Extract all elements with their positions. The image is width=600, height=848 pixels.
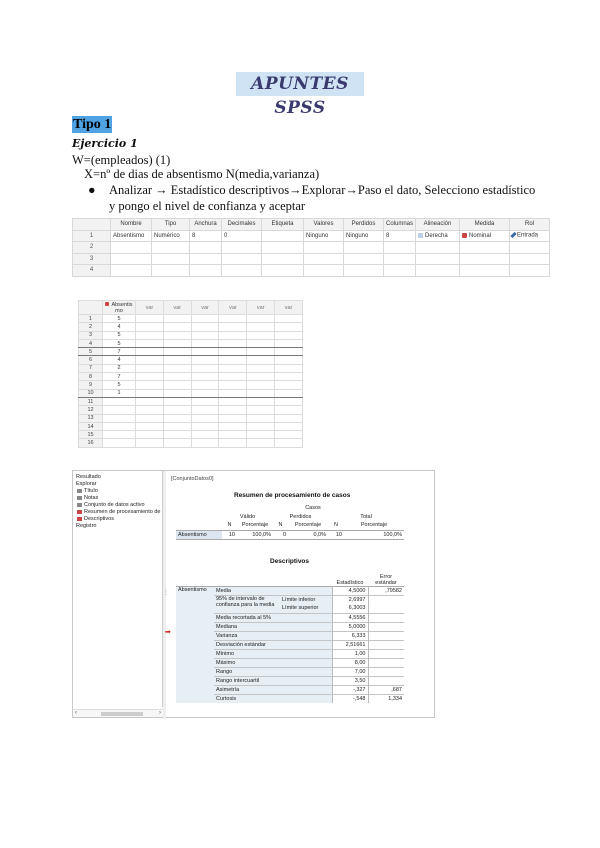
descriptives-stat: 6,3003 (332, 604, 368, 613)
dv-cell[interactable] (219, 356, 247, 364)
dv-cell[interactable] (163, 339, 191, 347)
dv-cell[interactable] (275, 364, 303, 372)
dv-cell[interactable] (136, 406, 164, 414)
descriptives-label: 95% de intervalo de confianza para la media (214, 595, 280, 613)
dv-cell[interactable] (275, 315, 303, 323)
dv-cell-absentismo[interactable]: 4 (103, 356, 136, 364)
text-line-1: W=(empleados) (1) (72, 153, 171, 167)
dv-row-number[interactable]: 2 (79, 323, 103, 331)
dv-cell[interactable] (247, 339, 275, 347)
dv-cell[interactable] (219, 414, 247, 422)
dv-row-number[interactable]: 5 (79, 348, 103, 356)
vv-cell[interactable]: 0 (222, 230, 262, 242)
descriptives-stat: 1,00 (332, 649, 368, 658)
dv-cell[interactable] (275, 389, 303, 397)
vv-row-number[interactable]: 3 (73, 253, 111, 265)
dv-cell[interactable] (219, 364, 247, 372)
case-value: 100,0% (383, 531, 402, 538)
descriptives-label: Media recortada al 5% (214, 613, 332, 622)
output-window (72, 470, 435, 718)
nav-horizontal-scrollbar[interactable] (73, 709, 163, 717)
input-role-icon (510, 232, 516, 238)
dv-row-number[interactable]: 4 (79, 339, 103, 347)
vv-header[interactable]: Columnas (384, 219, 416, 231)
vv-row-number[interactable]: 2 (73, 242, 111, 254)
page-title: APUNTES SPSS (236, 72, 364, 96)
dv-cell[interactable] (219, 422, 247, 430)
dv-row (79, 381, 303, 389)
dv-row (79, 315, 303, 323)
dv-cell[interactable] (163, 414, 191, 422)
vv-cell[interactable]: 8 (384, 230, 416, 242)
nav-item[interactable]: Título (77, 488, 98, 494)
scrollbar-thumb[interactable] (101, 712, 143, 716)
dv-cell[interactable] (247, 397, 275, 405)
descriptives-stat: 4,5000 (332, 586, 368, 595)
dv-cell[interactable] (191, 431, 219, 439)
descriptives-body (176, 586, 404, 703)
dv-cell[interactable] (136, 439, 164, 447)
dv-header (79, 301, 103, 315)
dv-cell-absentismo[interactable] (103, 431, 136, 439)
dv-cell-absentismo[interactable]: 5 (103, 315, 136, 323)
descriptives-title: Descriptivos (270, 558, 310, 565)
descriptives-table (176, 568, 404, 703)
dv-row (79, 373, 303, 381)
dv-cell[interactable] (247, 315, 275, 323)
dv-row (79, 397, 303, 405)
dv-cell[interactable] (136, 323, 164, 331)
descriptives-stat: -,548 (332, 694, 368, 703)
dv-cell[interactable] (247, 373, 275, 381)
vv-row (73, 230, 550, 242)
descriptives-err (368, 595, 404, 604)
dv-cell[interactable] (247, 348, 275, 356)
dv-row-number[interactable]: 15 (79, 431, 103, 439)
dv-cell[interactable] (219, 406, 247, 414)
n-header: N (278, 522, 283, 529)
dv-row-number[interactable]: 12 (79, 406, 103, 414)
case-value: 100,0% (252, 531, 271, 538)
vv-header[interactable]: Alineación (416, 219, 460, 231)
dv-body (79, 315, 303, 448)
dv-row-number[interactable]: 16 (79, 439, 103, 447)
dv-cell[interactable] (275, 414, 303, 422)
vv-header[interactable]: Anchura (190, 219, 222, 231)
case-summary-title: Resumen de procesamiento de casos (234, 492, 351, 499)
vv-header[interactable]: Rol (510, 219, 550, 231)
dv-cell[interactable] (219, 323, 247, 331)
vv-row (73, 265, 550, 277)
descriptives-err (368, 676, 404, 685)
nominal-measure-icon (105, 302, 109, 306)
dv-cell[interactable] (219, 381, 247, 389)
dv-cell[interactable] (275, 397, 303, 405)
descriptives-label: Media (214, 586, 332, 595)
vv-measure-value: Nominal (469, 232, 492, 239)
descriptives-stat: 3,50 (332, 676, 368, 685)
vv-align-value: Derecha (425, 232, 448, 239)
dv-cell[interactable] (275, 323, 303, 331)
case-summary-table (176, 503, 404, 540)
descriptives-err: ,79582 (368, 586, 404, 595)
descriptives-label: Rango intercuartil (214, 676, 332, 685)
title-icon (77, 489, 82, 493)
dv-cell[interactable] (191, 356, 219, 364)
current-item-arrow-icon: ➡ (165, 629, 171, 636)
dv-cell[interactable] (247, 389, 275, 397)
vv-header (73, 219, 111, 231)
scroll-right-icon[interactable]: › (159, 710, 161, 716)
dv-cell[interactable] (247, 381, 275, 389)
dv-cell-absentismo[interactable]: 1 (103, 389, 136, 397)
dv-cell[interactable] (136, 397, 164, 405)
descriptives-stat: 2,51661 (332, 640, 368, 649)
dv-cell[interactable] (191, 389, 219, 397)
descriptives-err (368, 640, 404, 649)
dv-row (79, 339, 303, 347)
dv-cell[interactable] (247, 406, 275, 414)
dv-cell[interactable] (163, 331, 191, 339)
descriptives-err (368, 649, 404, 658)
descriptives-label: Mínimo (214, 649, 332, 658)
dv-cell-absentismo[interactable] (103, 414, 136, 422)
dv-row-number[interactable]: 10 (79, 389, 103, 397)
dv-cell[interactable] (163, 381, 191, 389)
dv-cell[interactable] (191, 406, 219, 414)
dv-cell[interactable] (191, 331, 219, 339)
vv-header[interactable]: Tipo (152, 219, 190, 231)
dv-row-number[interactable]: 8 (79, 373, 103, 381)
dv-cell-absentismo[interactable]: 5 (103, 381, 136, 389)
dv-row-number[interactable]: 14 (79, 422, 103, 430)
dv-cell[interactable] (136, 331, 164, 339)
descriptives-stat: -,327 (332, 685, 368, 694)
bullet-icon: ● (88, 183, 96, 197)
dv-row-number[interactable]: 7 (79, 364, 103, 372)
nav-item[interactable]: Notas (77, 495, 98, 501)
dv-cell[interactable] (191, 323, 219, 331)
exercise-heading: Ejercicio 1 (72, 137, 138, 150)
dv-row (79, 389, 303, 397)
dv-cell[interactable] (219, 315, 247, 323)
vv-cell[interactable] (416, 230, 460, 242)
case-var-label: Absentismo (176, 530, 222, 539)
dataset-icon (77, 503, 82, 507)
vv-header[interactable]: Medida (460, 219, 510, 231)
dv-cell[interactable] (136, 364, 164, 372)
missing-header: Perdidos (289, 513, 312, 520)
descriptives-stat: 5,0000 (332, 622, 368, 631)
descriptives-err (368, 631, 404, 640)
vv-row (73, 253, 550, 265)
dv-cell[interactable] (191, 373, 219, 381)
descriptives-err (368, 613, 404, 622)
dv-row-number[interactable]: 13 (79, 414, 103, 422)
dv-cell-absentismo[interactable]: 5 (103, 339, 136, 347)
n-header: N (334, 522, 338, 529)
dv-row-number[interactable]: 11 (79, 397, 103, 405)
dv-cell-absentismo[interactable] (103, 439, 136, 447)
pct-header: Porcentaje (294, 522, 322, 529)
case-value: 10 (228, 531, 235, 538)
dv-header[interactable]: var (275, 301, 303, 315)
dv-cell[interactable] (275, 348, 303, 356)
descriptives-stat: 4,5556 (332, 613, 368, 622)
vv-header[interactable]: Nombre (111, 219, 152, 231)
pct-header: Porcentaje (241, 522, 269, 529)
vv-cell[interactable] (262, 230, 304, 242)
dv-cell[interactable] (275, 422, 303, 430)
dv-cell[interactable] (163, 348, 191, 356)
cases-group-header: Casos (305, 504, 321, 511)
dv-cell[interactable] (136, 348, 164, 356)
vv-role-value: Entrada (517, 233, 539, 240)
dv-cell[interactable] (163, 422, 191, 430)
n-header: N (227, 522, 232, 529)
data-view-grid (78, 300, 303, 448)
dv-cell[interactable] (136, 381, 164, 389)
dv-cell[interactable] (163, 431, 191, 439)
splitter-handle-icon: ⋮ (163, 590, 169, 596)
vv-header[interactable]: Valores (304, 219, 344, 231)
dv-cell[interactable] (275, 356, 303, 364)
dv-cell[interactable] (275, 339, 303, 347)
dv-header-row (79, 301, 303, 315)
descriptives-row (176, 586, 404, 595)
dv-cell-absentismo[interactable]: 5 (103, 331, 136, 339)
descriptives-label: Mediana (214, 622, 332, 631)
dv-header[interactable]: var (136, 301, 164, 315)
dv-cell[interactable] (136, 389, 164, 397)
descriptives-sublabel: Límite superior (280, 604, 332, 613)
descriptives-err: 1,334 (368, 694, 404, 703)
dv-header[interactable]: var (219, 301, 247, 315)
dv-cell[interactable] (247, 439, 275, 447)
dv-row (79, 348, 303, 356)
vv-header[interactable]: Perdidos (344, 219, 384, 231)
dv-cell[interactable] (247, 414, 275, 422)
dv-cell[interactable] (136, 422, 164, 430)
dv-cell[interactable] (247, 331, 275, 339)
table-icon (77, 517, 82, 521)
dv-cell[interactable] (136, 315, 164, 323)
case-value: 10 (335, 531, 342, 538)
dv-cell[interactable] (191, 439, 219, 447)
descriptives-stat: 8,00 (332, 658, 368, 667)
vv-cell[interactable]: Absentismo (111, 230, 152, 242)
descriptives-label: Asimetría (214, 685, 332, 694)
dv-cell[interactable] (247, 323, 275, 331)
dv-cell[interactable] (136, 414, 164, 422)
dv-row-number[interactable]: 3 (79, 331, 103, 339)
dv-row (79, 431, 303, 439)
dv-cell[interactable] (136, 373, 164, 381)
dv-row-number[interactable]: 6 (79, 356, 103, 364)
text-line-2: X=nº de dias de absentismo N(media,varianza) (84, 167, 320, 181)
dv-cell[interactable] (136, 431, 164, 439)
dv-cell[interactable] (247, 356, 275, 364)
vv-header-row (73, 219, 550, 231)
nav-item[interactable]: Resultado (76, 474, 101, 480)
nav-item[interactable]: Descriptivos (77, 516, 114, 522)
dv-cell-absentismo[interactable]: 7 (103, 373, 136, 381)
dv-cell[interactable] (275, 431, 303, 439)
section-heading: Tipo 1 (73, 117, 112, 132)
nav-item[interactable]: Explorar (76, 481, 97, 487)
statistic-header: Estadístico (336, 579, 364, 586)
dv-cell[interactable] (191, 414, 219, 422)
valid-header: Válido (239, 513, 256, 520)
bullet-text: Analizar → Estadístico descriptivos→Explorar→Paso el dato, Selecciono estadístico y pongo el nivel de confianza y aceptar (109, 183, 536, 213)
table-icon (77, 510, 82, 514)
dv-cell[interactable] (191, 348, 219, 356)
descriptives-stat: 2,6997 (332, 595, 368, 604)
dv-cell[interactable] (275, 331, 303, 339)
dv-row (79, 406, 303, 414)
dv-cell[interactable] (247, 364, 275, 372)
descriptives-label: Rango (214, 667, 332, 676)
align-right-icon (418, 233, 423, 238)
case-value: 0 (282, 531, 286, 538)
descriptives-var-label: Absentismo (176, 586, 214, 703)
pct-header: Porcentaje (360, 522, 388, 529)
dv-cell[interactable] (219, 389, 247, 397)
dv-cell[interactable] (275, 406, 303, 414)
dataset-label: [ConjuntoDatos0] (171, 476, 214, 482)
vv-header[interactable]: Decimales (222, 219, 262, 231)
dv-cell[interactable] (219, 373, 247, 381)
dv-cell[interactable] (247, 431, 275, 439)
dv-cell[interactable] (219, 348, 247, 356)
case-value: 0,0% (313, 531, 326, 538)
dv-row (79, 356, 303, 364)
dv-cell[interactable] (191, 364, 219, 372)
dv-cell[interactable] (163, 397, 191, 405)
dv-cell-absentismo[interactable] (103, 422, 136, 430)
dv-header-label: Absentis mo (111, 301, 133, 314)
descriptives-label: Desviación estándar (214, 640, 332, 649)
dv-cell[interactable] (275, 381, 303, 389)
dv-header[interactable]: var (247, 301, 275, 315)
dv-cell[interactable] (163, 356, 191, 364)
dv-cell-absentismo[interactable] (103, 406, 136, 414)
nav-item[interactable]: Conjunto de datos activo (77, 502, 145, 508)
dv-cell-absentismo[interactable]: 2 (103, 364, 136, 372)
descriptives-err (368, 658, 404, 667)
vv-cell[interactable]: Ninguno (344, 230, 384, 242)
descriptives-stat: 7,00 (332, 667, 368, 676)
dv-cell[interactable] (275, 439, 303, 447)
dv-cell[interactable] (247, 422, 275, 430)
dv-cell[interactable] (163, 364, 191, 372)
output-viewer (166, 471, 434, 717)
vv-cell[interactable]: 8 (190, 230, 222, 242)
dv-cell[interactable] (191, 422, 219, 430)
dv-cell[interactable] (275, 373, 303, 381)
dv-row (79, 414, 303, 422)
nominal-measure-icon (462, 233, 467, 238)
vv-cell[interactable] (510, 230, 550, 242)
descriptives-sublabel: Límite inferior (280, 595, 332, 604)
descriptives-label: Máximo (214, 658, 332, 667)
descriptives-label: Varianza (214, 631, 332, 640)
vv-row-number[interactable]: 4 (73, 265, 111, 277)
dv-cell[interactable] (219, 397, 247, 405)
dv-row-number[interactable]: 9 (79, 381, 103, 389)
nav-item[interactable]: Resumen de procesamiento de (77, 509, 160, 515)
descriptives-err (368, 622, 404, 631)
dv-cell[interactable] (136, 356, 164, 364)
total-header: Total (360, 513, 372, 520)
dv-row (79, 323, 303, 331)
dv-row (79, 439, 303, 447)
dv-cell[interactable] (163, 389, 191, 397)
dv-cell[interactable] (163, 315, 191, 323)
descriptives-label: Curtosis (214, 694, 332, 703)
dv-row (79, 364, 303, 372)
vv-header[interactable]: Etiqueta (262, 219, 304, 231)
dv-cell[interactable] (163, 373, 191, 381)
descriptives-err: ,687 (368, 685, 404, 694)
descriptives-err (368, 667, 404, 676)
dv-header[interactable]: var (191, 301, 219, 315)
dv-cell[interactable] (191, 339, 219, 347)
vv-row (73, 242, 550, 254)
dv-header-absentismo[interactable] (103, 301, 136, 315)
dv-cell[interactable] (191, 381, 219, 389)
dv-row-number[interactable]: 1 (79, 315, 103, 323)
vv-cell[interactable]: Numérico (152, 230, 190, 242)
dv-row (79, 422, 303, 430)
dv-header[interactable]: var (163, 301, 191, 315)
nav-item[interactable]: Registro (76, 523, 97, 529)
dv-cell[interactable] (163, 406, 191, 414)
dv-cell[interactable] (219, 331, 247, 339)
descriptives-err (368, 604, 404, 613)
dv-cell-absentismo[interactable]: 7 (103, 348, 136, 356)
descriptives-stat: 6,333 (332, 631, 368, 640)
vv-cell[interactable]: Ninguno (304, 230, 344, 242)
dv-cell[interactable] (163, 323, 191, 331)
dv-cell[interactable] (191, 315, 219, 323)
vv-cell[interactable] (460, 230, 510, 242)
output-navigator (73, 471, 163, 707)
dv-cell[interactable] (219, 439, 247, 447)
dv-cell[interactable] (219, 339, 247, 347)
dv-cell[interactable] (219, 431, 247, 439)
dv-cell[interactable] (136, 339, 164, 347)
dv-cell[interactable] (191, 397, 219, 405)
std-error-header: Error estándar (375, 573, 397, 586)
dv-row (79, 331, 303, 339)
notes-icon (77, 496, 82, 500)
dv-cell-absentismo[interactable]: 4 (103, 323, 136, 331)
scroll-left-icon[interactable]: ‹ (75, 710, 77, 716)
variable-view-grid (72, 218, 549, 276)
vv-row-number[interactable]: 1 (73, 230, 111, 242)
dv-cell-absentismo[interactable] (103, 397, 136, 405)
dv-cell[interactable] (163, 439, 191, 447)
